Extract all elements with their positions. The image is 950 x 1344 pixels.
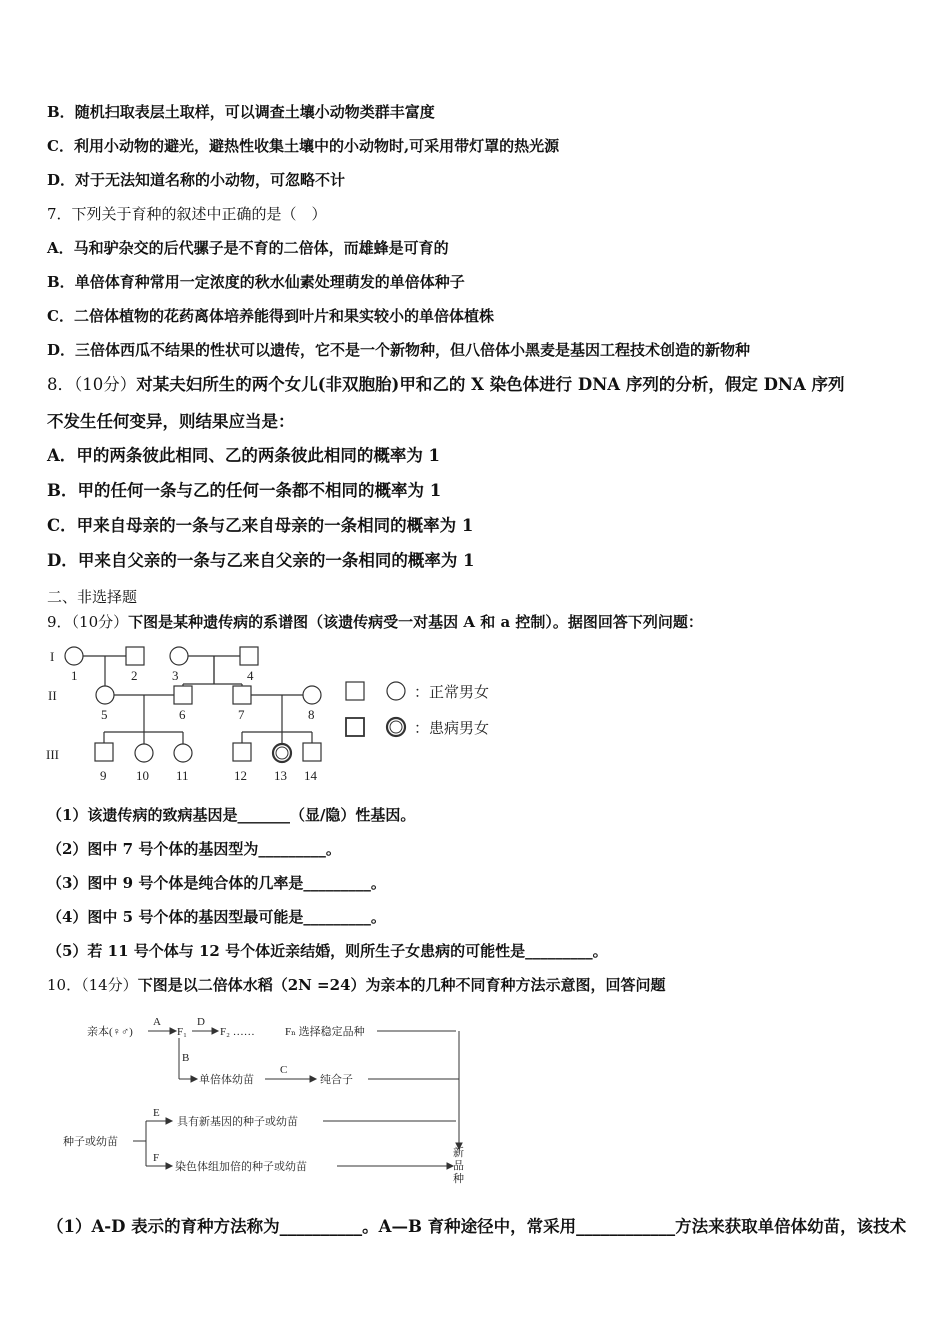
diag-F2: F₂ …… [220, 1026, 255, 1038]
legend-normal-female [387, 682, 405, 700]
diag-seed: 种子或幼苗 [63, 1136, 118, 1148]
diag-new-variety: 新品种 [453, 1147, 464, 1185]
diag-new-gene: 具有新基因的种子或幼苗 [177, 1116, 298, 1128]
id-3: 3 [172, 668, 179, 683]
diag-haploid: 单倍体幼苗 [199, 1074, 254, 1086]
gen-label-3: III [46, 747, 59, 762]
pedigree-male-14 [303, 743, 321, 761]
pedigree-chart [40, 640, 520, 790]
legend-normal-label: ：正常男女 [414, 685, 490, 701]
id-9: 9 [100, 768, 107, 783]
pedigree-male-4 [240, 647, 258, 665]
pedigree-male-9 [95, 743, 113, 761]
q9-sub-1: （1）该遗传病的致病基因是_______（显/隐）性基因。 [47, 806, 416, 824]
diag-pure: 纯合子 [320, 1074, 353, 1086]
q6-option-c: C．利用小动物的避光，避热性收集土壤中的小动物时,可采用带灯罩的热光源 [47, 137, 560, 155]
q8-option-c: C．甲来自母亲的一条与乙来自母亲的一条相同的概率为 1 [47, 516, 474, 535]
pedigree-male-12 [233, 743, 251, 761]
q10-stem: 10．（14分）下图是以二倍体水稻（2N =24）为亲本的几种不同育种方法示意图，回答问题 [47, 976, 666, 994]
q7-option-c: C．二倍体植物的花药离体培养能得到叶片和果实较小的单倍体植株 [47, 307, 494, 325]
pedigree-female-8 [303, 686, 321, 704]
diag-F1: F₁ [177, 1026, 187, 1038]
id-13: 13 [274, 768, 287, 783]
q7-option-d: D．三倍体西瓜不结果的性状可以遗传，它不是一个新物种，但八倍体小黑麦是基因工程技术创造的新物种 [47, 341, 751, 359]
gen-label-1: I [50, 649, 55, 664]
id-12: 12 [234, 768, 247, 783]
q9-sub-5: （5）若 11 号个体与 12 号个体近亲结婚，则所生子女患病的可能性是_________。 [47, 942, 608, 960]
diag-parent: 亲本(♀♂) [87, 1026, 133, 1038]
legend-affected-male [346, 718, 364, 736]
q7-option-a: A．马和驴杂交的后代骡子是不育的二倍体，而雄蜂是可育的 [47, 239, 449, 257]
q6-option-b: B．随机扫取表层土取样，可以调查土壤小动物类群丰富度 [47, 103, 435, 121]
q8-stem-line1: 8．（10分）对某夫妇所生的两个女儿(非双胞胎)甲和乙的 X 染色体进行 DNA 序列的分析，假定 DNA 序列 [47, 375, 845, 394]
diag-A: A [153, 1016, 161, 1028]
q7-stem: 7．下列关于育种的叙述中正确的是（ ） [47, 205, 327, 223]
section-heading: 二、非选择题 [47, 588, 138, 606]
breeding-diagram [55, 1008, 485, 1193]
pedigree-female-5 [96, 686, 114, 704]
id-5: 5 [101, 707, 108, 722]
legend-affected-label: ：患病男女 [414, 721, 490, 737]
q9-sub-3: （3）图中 9 号个体是纯合体的几率是_________。 [47, 874, 386, 892]
gen-label-2: II [48, 688, 57, 703]
diag-E: E [153, 1107, 160, 1119]
q8-stem-line2: 不发生任何变异，则结果应当是： [47, 412, 295, 431]
diag-D: D [197, 1016, 205, 1028]
diag-B: B [182, 1052, 190, 1064]
id-10: 10 [136, 768, 149, 783]
id-8: 8 [308, 707, 315, 722]
id-1: 1 [71, 668, 78, 683]
q7-option-b: B．单倍体育种常用一定浓度的秋水仙素处理萌发的单倍体种子 [47, 273, 465, 291]
diag-F: F [153, 1152, 160, 1164]
pedigree-female-3 [170, 647, 188, 665]
pedigree-female-10 [135, 744, 153, 762]
id-14: 14 [304, 768, 317, 783]
pedigree-female-11 [174, 744, 192, 762]
diag-Fn: Fₙ 选择稳定品种 [285, 1026, 365, 1038]
legend-normal-male [346, 682, 364, 700]
pedigree-male-6 [174, 686, 192, 704]
q6-option-d: D．对于无法知道名称的小动物，可忽略不计 [47, 171, 346, 189]
q9-sub-2: （2）图中 7 号个体的基因型为_________。 [47, 840, 341, 858]
q9-stem: 9．（10分）下图是某种遗传病的系谱图（该遗传病受一对基因 A 和 a 控制）。据图回答下列问题： [47, 613, 703, 631]
id-4: 4 [247, 668, 254, 683]
pedigree-male-2 [126, 647, 144, 665]
q8-option-b: B．甲的任何一条与乙的任何一条都不相同的概率为 1 [47, 481, 442, 500]
id-2: 2 [131, 668, 138, 683]
q10-sub-1: （1）A-D 表示的育种方法称为__________。A—B 育种途径中，常采用____________方法来获取单倍体幼苗，该技术 [47, 1217, 907, 1236]
pedigree-male-7 [233, 686, 251, 704]
q8-option-d: D．甲来自父亲的一条与乙来自父亲的一条相同的概率为 1 [47, 551, 475, 570]
id-6: 6 [179, 707, 186, 722]
q8-option-a: A．甲的两条彼此相同、乙的两条彼此相同的概率为 1 [47, 446, 441, 465]
id-7: 7 [238, 707, 245, 722]
pedigree-female-1 [65, 647, 83, 665]
q9-sub-4: （4）图中 5 号个体的基因型最可能是_________。 [47, 908, 386, 926]
diag-doubled: 染色体组加倍的种子或幼苗 [175, 1161, 307, 1173]
id-11: 11 [176, 768, 189, 783]
diag-C: C [280, 1064, 288, 1076]
